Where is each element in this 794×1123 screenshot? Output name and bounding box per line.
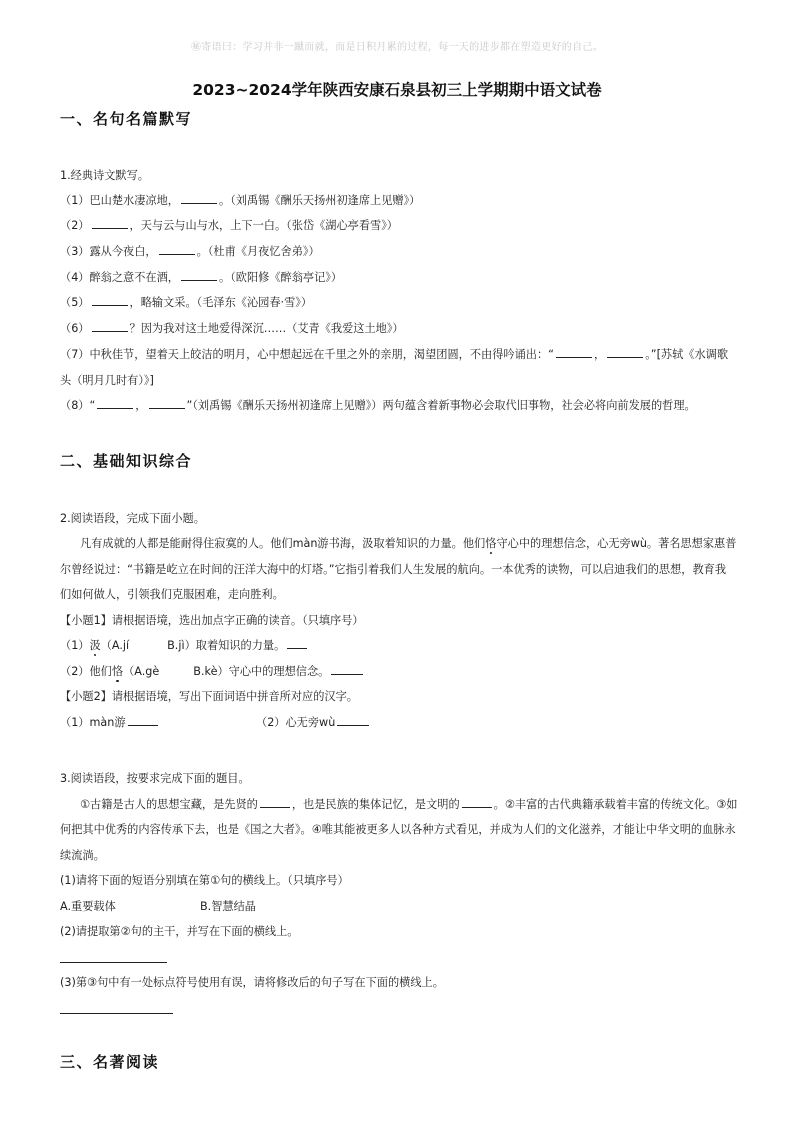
- q2-subquestion-2: 【小题2】请根据语境，写出下面词语中拼音所对应的汉字。: [60, 690, 358, 703]
- answer-blank[interactable]: [92, 295, 128, 306]
- question-2-stem: 2.阅读语段，完成下面小题。: [60, 512, 205, 525]
- q1-item-3: （3）露从今夜白， 。（杜甫《月夜忆舍弟》）: [60, 245, 320, 258]
- q2-sub2-item-2: （2）心无旁wù: [256, 715, 371, 731]
- answer-blank[interactable]: [287, 638, 307, 649]
- answer-line-3[interactable]: [60, 1013, 173, 1014]
- answer-blank[interactable]: [556, 347, 592, 358]
- q2-sub1-item-2: （2）他们恪（A.gè B.kè）守心中的理想信念。: [60, 664, 365, 680]
- q2-subquestion-1: 【小题1】请根据语境，选出加点字正确的读音。（只填序号）: [60, 614, 364, 627]
- q2-passage-line-3: 们如何做人，引领我们克服困难，走向胜利。: [60, 588, 284, 601]
- q2-passage-line-2: 尔曾经说过：“书籍是屹立在时间的汪洋大海中的灯塔。”它指引着我们人生发展的航向。一本优秀的读物，可以启迪我们的思想，教育我: [60, 563, 727, 576]
- q1-item-5: （5） ，略输文采。（毛泽东《沁园春·雪》）: [60, 296, 313, 309]
- q1-item-4: （4）醉翁之意不在酒， 。（欧阳修《醉翁亭记》）: [60, 271, 343, 284]
- answer-blank[interactable]: [331, 664, 363, 675]
- answer-blank[interactable]: [92, 321, 128, 332]
- answer-blank[interactable]: [260, 797, 290, 808]
- q1-item-7: （7）中秋佳节，望着天上皎洁的明月，心中想起远在千里之外的亲朋，渴望团圆，不由得吟诵出：“ ， 。”[苏轼《水调歌: [60, 348, 729, 361]
- section-heading-2: 二、基础知识综合: [60, 452, 193, 470]
- q3-task-1: (1)请将下面的短语分别填在第①句的横线上。（只填序号）: [60, 874, 349, 887]
- q1-item-2: （2） ，天与云与山与水，上下一白。（张岱《湖心亭看雪》）: [60, 219, 398, 232]
- answer-blank[interactable]: [337, 715, 369, 726]
- answer-blank[interactable]: [128, 715, 158, 726]
- q3-passage-line-1: ①古籍是古人的思想宝藏，是先贤的 ，也是民族的集体记忆，是文明的 。②丰富的古代典籍承载着丰富的传统文化。③如: [80, 798, 738, 811]
- answer-blank[interactable]: [149, 398, 185, 409]
- answer-blank[interactable]: [181, 270, 217, 281]
- q1-item-8: （8）“ ， ”（刘禹锡《酬乐天扬州初逢席上见赠》）两句蕴含着新事物必会取代旧事物，社会必将向前发展的哲理。: [60, 399, 696, 412]
- answer-blank[interactable]: [97, 398, 133, 409]
- q3-option-a: A.重要载体: [60, 900, 116, 913]
- q3-passage-line-3: 续流淌。: [60, 849, 105, 862]
- answer-blank[interactable]: [462, 797, 492, 808]
- header-motto: ㊙寄语曰：学习并非一蹴而就，而是日积月累的过程，每一天的进步都在塑造更好的自己。: [191, 42, 603, 53]
- section-heading-3: 三、名著阅读: [60, 1053, 160, 1071]
- question-1-stem: 1.经典诗文默写。: [60, 169, 149, 182]
- answer-blank[interactable]: [159, 244, 195, 255]
- q3-task-3: (3)第③句中有一处标点符号使用有误，请将修改后的句子写在下面的横线上。: [60, 976, 444, 989]
- q3-option-b: B.智慧结晶: [200, 900, 256, 913]
- q3-passage-line-2: 何把其中优秀的内容传承下去，也是《国之大者》。④唯其能被更多人以各种方式看见，并成为人们的文化滋养，才能让中华文明的血脉永: [60, 823, 736, 836]
- q2-sub2-item-1: （1）màn游: [60, 715, 160, 731]
- answer-blank[interactable]: [181, 193, 217, 204]
- q1-item-7-cont: 头（明月几时有）》]: [60, 374, 154, 387]
- page-title: 2023~2024学年陕西安康石泉县初三上学期期中语文试卷: [192, 81, 602, 99]
- section-heading-1: 一、名句名篇默写: [60, 110, 193, 128]
- answer-blank[interactable]: [607, 347, 643, 358]
- answer-blank[interactable]: [92, 218, 128, 229]
- q2-sub1-item-1: （1）汲（A.jí B.jì）取着知识的力量。: [60, 638, 309, 654]
- answer-line-2[interactable]: [60, 962, 167, 963]
- question-3-stem: 3.阅读语段，按要求完成下面的题目。: [60, 772, 250, 785]
- q1-item-6: （6） ？因为我对这土地爱得深沉……（艾青《我爱这土地》）: [60, 322, 404, 335]
- q1-item-1: （1）巴山楚水凄凉地， 。（刘禹锡《酬乐天扬州初逢席上见赠》）: [60, 194, 421, 207]
- q2-passage-line-1: 凡有成就的人都是能耐得住寂寞的人。他们màn游书海，汲取着知识的力量。他们恪守心中的理想信念，心无旁wù。著名思想家惠普: [80, 537, 737, 550]
- q3-task-2: (2)请提取第②句的主干，并写在下面的横线上。: [60, 925, 299, 938]
